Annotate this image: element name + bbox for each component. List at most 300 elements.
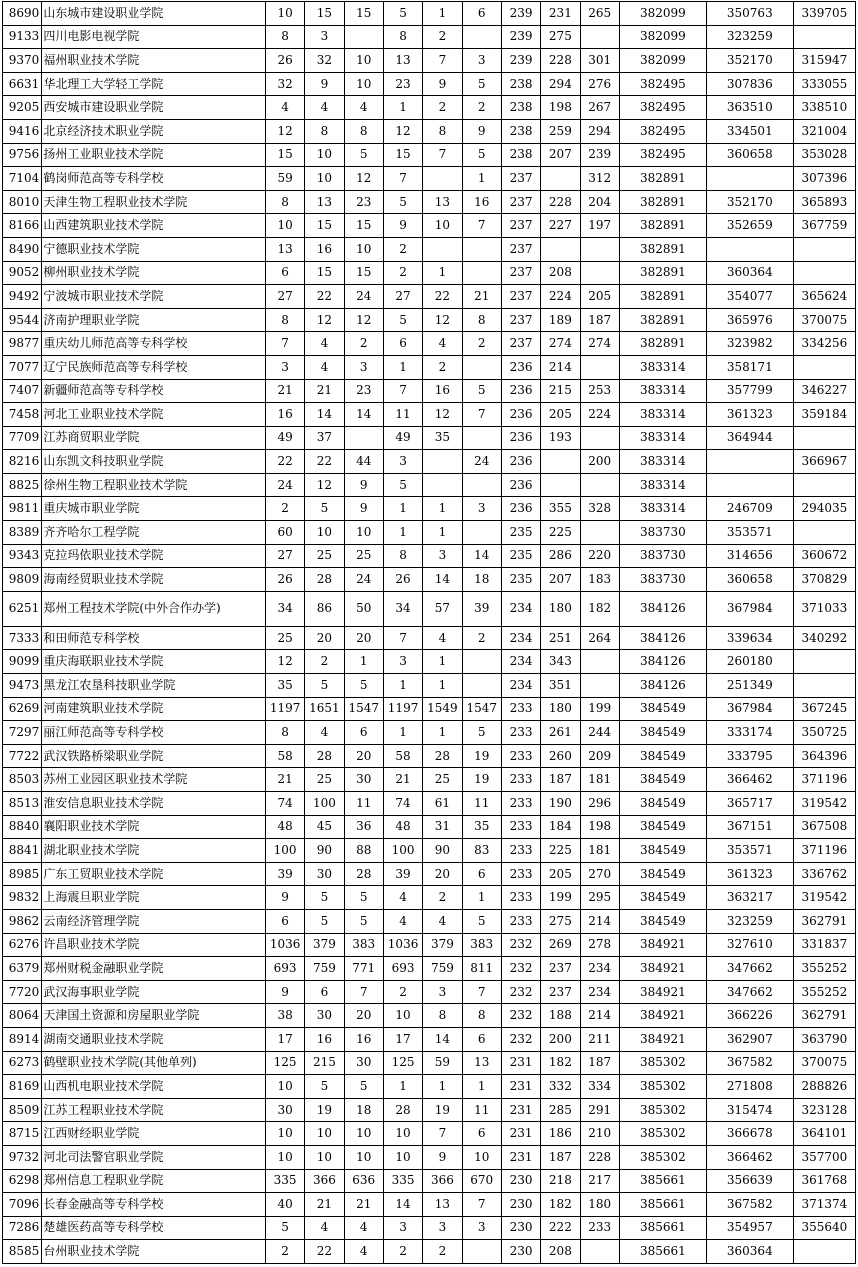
table-row bbox=[3, 285, 856, 309]
min-score-3-cell: 180 bbox=[580, 1193, 619, 1217]
min-score-3-cell: 296 bbox=[580, 792, 619, 816]
enroll-count-1-cell: 335 bbox=[383, 1169, 422, 1193]
table-row bbox=[3, 815, 856, 839]
min-score-3-cell: 187 bbox=[580, 308, 619, 332]
min-score-2-cell: 285 bbox=[541, 1098, 580, 1122]
plan-count-1-cell: 60 bbox=[265, 521, 304, 545]
table-row bbox=[3, 1004, 856, 1028]
min-score-1-cell: 237 bbox=[501, 214, 540, 238]
rank-2-cell: 251349 bbox=[706, 674, 793, 698]
rank-1-cell: 382495 bbox=[619, 119, 706, 143]
min-score-1-cell: 234 bbox=[501, 674, 540, 698]
min-score-3-cell bbox=[580, 426, 619, 450]
rank-3-cell bbox=[793, 25, 855, 49]
rank-3-cell: 370829 bbox=[793, 568, 855, 592]
enroll-count-3-cell: 5 bbox=[462, 72, 501, 96]
min-score-2-cell bbox=[541, 473, 580, 497]
school-name-cell: 江苏商贸职业学院 bbox=[42, 426, 266, 450]
enroll-count-2-cell: 2 bbox=[423, 886, 462, 910]
school-code-cell: 7096 bbox=[3, 1193, 42, 1217]
min-score-3-cell: 181 bbox=[580, 768, 619, 792]
enroll-count-2-cell: 10 bbox=[423, 214, 462, 238]
table-row bbox=[3, 674, 856, 698]
min-score-3-cell: 199 bbox=[580, 697, 619, 721]
school-name-cell: 苏州工业园区职业技术学院 bbox=[42, 768, 266, 792]
rank-2-cell: 354077 bbox=[706, 285, 793, 309]
plan-count-2-cell: 215 bbox=[305, 1051, 344, 1075]
plan-count-2-cell: 30 bbox=[305, 1004, 344, 1028]
min-score-1-cell: 238 bbox=[501, 143, 540, 167]
rank-1-cell: 384921 bbox=[619, 1004, 706, 1028]
rank-2-cell: 361323 bbox=[706, 403, 793, 427]
plan-count-1-cell: 16 bbox=[265, 403, 304, 427]
min-score-2-cell: 186 bbox=[541, 1122, 580, 1146]
table-row bbox=[3, 768, 856, 792]
plan-count-2-cell: 25 bbox=[305, 544, 344, 568]
plan-count-2-cell: 366 bbox=[305, 1169, 344, 1193]
plan-count-2-cell: 8 bbox=[305, 119, 344, 143]
plan-count-3-cell: 20 bbox=[344, 744, 383, 768]
min-score-1-cell: 236 bbox=[501, 355, 540, 379]
min-score-1-cell: 236 bbox=[501, 403, 540, 427]
enroll-count-2-cell: 7 bbox=[423, 143, 462, 167]
plan-count-1-cell: 21 bbox=[265, 379, 304, 403]
school-name-cell: 辽宁民族师范高等专科学校 bbox=[42, 355, 266, 379]
rank-1-cell: 384549 bbox=[619, 697, 706, 721]
plan-count-3-cell: 4 bbox=[344, 1240, 383, 1264]
rank-3-cell: 321004 bbox=[793, 119, 855, 143]
min-score-3-cell: 224 bbox=[580, 403, 619, 427]
school-name-cell: 台州职业技术学院 bbox=[42, 1240, 266, 1264]
plan-count-2-cell: 10 bbox=[305, 1122, 344, 1146]
plan-count-1-cell: 1036 bbox=[265, 933, 304, 957]
table-row bbox=[3, 450, 856, 474]
plan-count-2-cell: 5 bbox=[305, 497, 344, 521]
min-score-1-cell: 237 bbox=[501, 285, 540, 309]
min-score-1-cell: 233 bbox=[501, 839, 540, 863]
rank-3-cell bbox=[793, 521, 855, 545]
min-score-1-cell: 231 bbox=[501, 1098, 540, 1122]
enroll-count-3-cell: 1 bbox=[462, 1075, 501, 1099]
min-score-2-cell: 187 bbox=[541, 1145, 580, 1169]
school-name-cell: 天津国土资源和房屋职业学院 bbox=[42, 1004, 266, 1028]
plan-count-2-cell: 9 bbox=[305, 72, 344, 96]
min-score-3-cell: 182 bbox=[580, 591, 619, 626]
min-score-3-cell: 234 bbox=[580, 957, 619, 981]
rank-2-cell: 365717 bbox=[706, 792, 793, 816]
min-score-3-cell: 234 bbox=[580, 980, 619, 1004]
enroll-count-2-cell: 366 bbox=[423, 1169, 462, 1193]
table-row bbox=[3, 2, 856, 26]
enroll-count-2-cell: 1549 bbox=[423, 697, 462, 721]
enroll-count-2-cell bbox=[423, 167, 462, 191]
enroll-count-1-cell: 2 bbox=[383, 980, 422, 1004]
rank-3-cell: 288826 bbox=[793, 1075, 855, 1099]
min-score-3-cell bbox=[580, 674, 619, 698]
table-row bbox=[3, 473, 856, 497]
rank-2-cell: 360364 bbox=[706, 1240, 793, 1264]
min-score-3-cell bbox=[580, 650, 619, 674]
plan-count-2-cell: 30 bbox=[305, 862, 344, 886]
enroll-count-3-cell: 7 bbox=[462, 403, 501, 427]
school-name-cell: 山东城市建设职业学院 bbox=[42, 2, 266, 26]
school-code-cell: 6298 bbox=[3, 1169, 42, 1193]
plan-count-3-cell: 3 bbox=[344, 355, 383, 379]
enroll-count-1-cell: 39 bbox=[383, 862, 422, 886]
rank-2-cell: 307836 bbox=[706, 72, 793, 96]
min-score-3-cell: 239 bbox=[580, 143, 619, 167]
table-row bbox=[3, 862, 856, 886]
rank-3-cell: 367245 bbox=[793, 697, 855, 721]
enroll-count-1-cell: 7 bbox=[383, 626, 422, 650]
rank-1-cell: 384549 bbox=[619, 909, 706, 933]
plan-count-3-cell: 15 bbox=[344, 2, 383, 26]
school-code-cell: 8585 bbox=[3, 1240, 42, 1264]
rank-3-cell: 357700 bbox=[793, 1145, 855, 1169]
admission-data-table bbox=[2, 1, 856, 1264]
min-score-2-cell: 182 bbox=[541, 1193, 580, 1217]
school-code-cell: 6276 bbox=[3, 933, 42, 957]
table-row bbox=[3, 909, 856, 933]
enroll-count-2-cell: 1 bbox=[423, 650, 462, 674]
plan-count-3-cell: 25 bbox=[344, 544, 383, 568]
plan-count-1-cell: 4 bbox=[265, 96, 304, 120]
enroll-count-1-cell: 28 bbox=[383, 1098, 422, 1122]
plan-count-1-cell: 39 bbox=[265, 862, 304, 886]
min-score-3-cell: 183 bbox=[580, 568, 619, 592]
school-code-cell: 8010 bbox=[3, 190, 42, 214]
plan-count-2-cell: 4 bbox=[305, 721, 344, 745]
min-score-3-cell: 187 bbox=[580, 1051, 619, 1075]
plan-count-3-cell: 9 bbox=[344, 473, 383, 497]
plan-count-1-cell: 125 bbox=[265, 1051, 304, 1075]
school-code-cell: 9343 bbox=[3, 544, 42, 568]
enroll-count-1-cell: 1197 bbox=[383, 697, 422, 721]
enroll-count-3-cell: 11 bbox=[462, 792, 501, 816]
enroll-count-2-cell: 16 bbox=[423, 379, 462, 403]
plan-count-1-cell: 27 bbox=[265, 285, 304, 309]
enroll-count-1-cell: 5 bbox=[383, 2, 422, 26]
rank-3-cell: 294035 bbox=[793, 497, 855, 521]
rank-2-cell: 366462 bbox=[706, 1145, 793, 1169]
min-score-2-cell: 214 bbox=[541, 355, 580, 379]
enroll-count-2-cell: 1 bbox=[423, 261, 462, 285]
enroll-count-1-cell: 58 bbox=[383, 744, 422, 768]
rank-2-cell: 352170 bbox=[706, 190, 793, 214]
table-row bbox=[3, 426, 856, 450]
plan-count-3-cell: 23 bbox=[344, 379, 383, 403]
enroll-count-2-cell: 22 bbox=[423, 285, 462, 309]
enroll-count-2-cell: 1 bbox=[423, 721, 462, 745]
table-row bbox=[3, 167, 856, 191]
rank-1-cell: 382099 bbox=[619, 2, 706, 26]
enroll-count-2-cell: 20 bbox=[423, 862, 462, 886]
min-score-2-cell: 224 bbox=[541, 285, 580, 309]
enroll-count-3-cell: 7 bbox=[462, 980, 501, 1004]
plan-count-2-cell: 12 bbox=[305, 473, 344, 497]
rank-3-cell: 333055 bbox=[793, 72, 855, 96]
plan-count-1-cell: 26 bbox=[265, 49, 304, 73]
enroll-count-2-cell: 1 bbox=[423, 2, 462, 26]
enroll-count-2-cell: 3 bbox=[423, 1216, 462, 1240]
plan-count-1-cell: 335 bbox=[265, 1169, 304, 1193]
enroll-count-1-cell: 7 bbox=[383, 167, 422, 191]
min-score-1-cell: 230 bbox=[501, 1193, 540, 1217]
min-score-3-cell: 244 bbox=[580, 721, 619, 745]
enroll-count-2-cell: 14 bbox=[423, 1027, 462, 1051]
min-score-3-cell: 276 bbox=[580, 72, 619, 96]
plan-count-1-cell: 100 bbox=[265, 839, 304, 863]
rank-1-cell: 384126 bbox=[619, 626, 706, 650]
min-score-2-cell: 228 bbox=[541, 49, 580, 73]
school-name-cell: 湖南交通职业技术学院 bbox=[42, 1027, 266, 1051]
table-row bbox=[3, 1122, 856, 1146]
rank-1-cell: 383314 bbox=[619, 379, 706, 403]
enroll-count-1-cell: 5 bbox=[383, 308, 422, 332]
rank-1-cell: 382495 bbox=[619, 72, 706, 96]
min-score-2-cell: 200 bbox=[541, 1027, 580, 1051]
min-score-1-cell: 233 bbox=[501, 886, 540, 910]
rank-2-cell: 333795 bbox=[706, 744, 793, 768]
school-name-cell: 上海震旦职业学院 bbox=[42, 886, 266, 910]
rank-2-cell: 360658 bbox=[706, 568, 793, 592]
min-score-3-cell: 181 bbox=[580, 839, 619, 863]
rank-2-cell: 358171 bbox=[706, 355, 793, 379]
plan-count-2-cell: 759 bbox=[305, 957, 344, 981]
min-score-2-cell: 225 bbox=[541, 521, 580, 545]
min-score-2-cell: 180 bbox=[541, 697, 580, 721]
rank-1-cell: 385661 bbox=[619, 1216, 706, 1240]
rank-1-cell: 382891 bbox=[619, 167, 706, 191]
min-score-2-cell: 294 bbox=[541, 72, 580, 96]
enroll-count-1-cell: 49 bbox=[383, 426, 422, 450]
plan-count-1-cell: 10 bbox=[265, 214, 304, 238]
table-row bbox=[3, 626, 856, 650]
min-score-1-cell: 239 bbox=[501, 2, 540, 26]
enroll-count-1-cell: 48 bbox=[383, 815, 422, 839]
plan-count-3-cell: 12 bbox=[344, 167, 383, 191]
rank-2-cell: 363217 bbox=[706, 886, 793, 910]
enroll-count-2-cell: 3 bbox=[423, 544, 462, 568]
school-code-cell: 9877 bbox=[3, 332, 42, 356]
rank-2-cell bbox=[706, 450, 793, 474]
school-code-cell: 7077 bbox=[3, 355, 42, 379]
plan-count-3-cell: 14 bbox=[344, 403, 383, 427]
rank-2-cell: 357799 bbox=[706, 379, 793, 403]
table-row bbox=[3, 650, 856, 674]
school-code-cell: 7458 bbox=[3, 403, 42, 427]
plan-count-1-cell: 8 bbox=[265, 721, 304, 745]
min-score-3-cell: 328 bbox=[580, 497, 619, 521]
rank-2-cell: 347662 bbox=[706, 980, 793, 1004]
min-score-1-cell: 237 bbox=[501, 167, 540, 191]
enroll-count-1-cell: 1 bbox=[383, 355, 422, 379]
min-score-1-cell: 237 bbox=[501, 237, 540, 261]
plan-count-2-cell: 25 bbox=[305, 768, 344, 792]
school-name-cell: 襄阳职业技术学院 bbox=[42, 815, 266, 839]
enroll-count-3-cell: 5 bbox=[462, 379, 501, 403]
plan-count-1-cell: 27 bbox=[265, 544, 304, 568]
enroll-count-3-cell bbox=[462, 25, 501, 49]
enroll-count-3-cell: 3 bbox=[462, 49, 501, 73]
table-row bbox=[3, 1098, 856, 1122]
min-score-2-cell: 207 bbox=[541, 143, 580, 167]
enroll-count-2-cell bbox=[423, 237, 462, 261]
school-name-cell: 丽江师范高等专科学校 bbox=[42, 721, 266, 745]
enroll-count-2-cell: 59 bbox=[423, 1051, 462, 1075]
school-code-cell: 9473 bbox=[3, 674, 42, 698]
min-score-3-cell: 265 bbox=[580, 2, 619, 26]
rank-2-cell: 367984 bbox=[706, 697, 793, 721]
min-score-3-cell: 200 bbox=[580, 450, 619, 474]
plan-count-2-cell: 4 bbox=[305, 1216, 344, 1240]
rank-3-cell: 370075 bbox=[793, 1051, 855, 1075]
table-body bbox=[3, 2, 856, 1264]
enroll-count-2-cell: 2 bbox=[423, 1240, 462, 1264]
plan-count-1-cell: 3 bbox=[265, 355, 304, 379]
enroll-count-1-cell: 7 bbox=[383, 379, 422, 403]
min-score-1-cell: 231 bbox=[501, 1075, 540, 1099]
rank-2-cell: 315474 bbox=[706, 1098, 793, 1122]
min-score-2-cell: 180 bbox=[541, 591, 580, 626]
min-score-1-cell: 235 bbox=[501, 544, 540, 568]
plan-count-2-cell: 15 bbox=[305, 214, 344, 238]
min-score-2-cell: 208 bbox=[541, 261, 580, 285]
school-code-cell: 8509 bbox=[3, 1098, 42, 1122]
rank-2-cell: 367582 bbox=[706, 1051, 793, 1075]
school-name-cell: 山西建筑职业技术学院 bbox=[42, 214, 266, 238]
enroll-count-3-cell bbox=[462, 650, 501, 674]
rank-3-cell: 364101 bbox=[793, 1122, 855, 1146]
school-name-cell: 福州职业技术学院 bbox=[42, 49, 266, 73]
rank-2-cell: 334501 bbox=[706, 119, 793, 143]
rank-1-cell: 385661 bbox=[619, 1169, 706, 1193]
min-score-3-cell: 334 bbox=[580, 1075, 619, 1099]
min-score-3-cell bbox=[580, 355, 619, 379]
min-score-1-cell: 234 bbox=[501, 626, 540, 650]
enroll-count-3-cell: 2 bbox=[462, 626, 501, 650]
rank-3-cell: 360672 bbox=[793, 544, 855, 568]
enroll-count-3-cell: 383 bbox=[462, 933, 501, 957]
min-score-2-cell: 260 bbox=[541, 744, 580, 768]
school-code-cell: 8914 bbox=[3, 1027, 42, 1051]
enroll-count-2-cell: 4 bbox=[423, 332, 462, 356]
min-score-3-cell: 233 bbox=[580, 1216, 619, 1240]
enroll-count-3-cell bbox=[462, 261, 501, 285]
school-code-cell: 7333 bbox=[3, 626, 42, 650]
enroll-count-1-cell: 3 bbox=[383, 650, 422, 674]
rank-1-cell: 383314 bbox=[619, 473, 706, 497]
plan-count-3-cell: 24 bbox=[344, 568, 383, 592]
enroll-count-3-cell: 811 bbox=[462, 957, 501, 981]
rank-3-cell: 370075 bbox=[793, 308, 855, 332]
rank-3-cell bbox=[793, 426, 855, 450]
enroll-count-1-cell: 1 bbox=[383, 721, 422, 745]
rank-1-cell: 384549 bbox=[619, 768, 706, 792]
enroll-count-3-cell: 3 bbox=[462, 1216, 501, 1240]
min-score-1-cell: 233 bbox=[501, 744, 540, 768]
enroll-count-3-cell: 6 bbox=[462, 1122, 501, 1146]
plan-count-1-cell: 8 bbox=[265, 308, 304, 332]
enroll-count-1-cell: 11 bbox=[383, 403, 422, 427]
rank-1-cell: 384921 bbox=[619, 980, 706, 1004]
table-row bbox=[3, 886, 856, 910]
min-score-3-cell bbox=[580, 237, 619, 261]
min-score-2-cell: 190 bbox=[541, 792, 580, 816]
school-code-cell: 8216 bbox=[3, 450, 42, 474]
rank-1-cell: 382891 bbox=[619, 190, 706, 214]
school-code-cell: 6379 bbox=[3, 957, 42, 981]
rank-2-cell bbox=[706, 237, 793, 261]
rank-3-cell: 340292 bbox=[793, 626, 855, 650]
enroll-count-2-cell: 61 bbox=[423, 792, 462, 816]
plan-count-1-cell: 8 bbox=[265, 25, 304, 49]
enroll-count-2-cell: 12 bbox=[423, 308, 462, 332]
rank-3-cell bbox=[793, 261, 855, 285]
min-score-1-cell: 238 bbox=[501, 119, 540, 143]
min-score-1-cell: 233 bbox=[501, 697, 540, 721]
school-code-cell: 8064 bbox=[3, 1004, 42, 1028]
enroll-count-1-cell: 693 bbox=[383, 957, 422, 981]
plan-count-2-cell: 37 bbox=[305, 426, 344, 450]
plan-count-1-cell: 22 bbox=[265, 450, 304, 474]
school-code-cell: 7720 bbox=[3, 980, 42, 1004]
school-code-cell: 9370 bbox=[3, 49, 42, 73]
plan-count-1-cell: 9 bbox=[265, 980, 304, 1004]
min-score-2-cell: 275 bbox=[541, 25, 580, 49]
table-row bbox=[3, 744, 856, 768]
min-score-3-cell: 291 bbox=[580, 1098, 619, 1122]
table-row bbox=[3, 1169, 856, 1193]
enroll-count-3-cell: 14 bbox=[462, 544, 501, 568]
rank-1-cell: 384126 bbox=[619, 650, 706, 674]
rank-2-cell: 323259 bbox=[706, 25, 793, 49]
plan-count-3-cell: 8 bbox=[344, 119, 383, 143]
rank-2-cell: 354957 bbox=[706, 1216, 793, 1240]
rank-3-cell: 336762 bbox=[793, 862, 855, 886]
plan-count-2-cell: 15 bbox=[305, 2, 344, 26]
enroll-count-2-cell: 1 bbox=[423, 497, 462, 521]
table-row bbox=[3, 49, 856, 73]
min-score-1-cell: 234 bbox=[501, 591, 540, 626]
plan-count-3-cell: 23 bbox=[344, 190, 383, 214]
table-row bbox=[3, 355, 856, 379]
enroll-count-2-cell: 9 bbox=[423, 1145, 462, 1169]
enroll-count-3-cell: 2 bbox=[462, 96, 501, 120]
rank-2-cell: 363510 bbox=[706, 96, 793, 120]
enroll-count-1-cell: 12 bbox=[383, 119, 422, 143]
enroll-count-2-cell: 7 bbox=[423, 1122, 462, 1146]
plan-count-3-cell: 4 bbox=[344, 1216, 383, 1240]
rank-1-cell: 383730 bbox=[619, 568, 706, 592]
school-name-cell: 黑龙江农垦科技职业学院 bbox=[42, 674, 266, 698]
rank-3-cell: 363790 bbox=[793, 1027, 855, 1051]
enroll-count-2-cell bbox=[423, 450, 462, 474]
plan-count-1-cell: 48 bbox=[265, 815, 304, 839]
enroll-count-1-cell: 26 bbox=[383, 568, 422, 592]
rank-2-cell: 367984 bbox=[706, 591, 793, 626]
rank-1-cell: 382891 bbox=[619, 237, 706, 261]
plan-count-3-cell: 10 bbox=[344, 1145, 383, 1169]
plan-count-2-cell: 22 bbox=[305, 1240, 344, 1264]
plan-count-3-cell: 5 bbox=[344, 1075, 383, 1099]
plan-count-3-cell: 36 bbox=[344, 815, 383, 839]
rank-3-cell: 366967 bbox=[793, 450, 855, 474]
plan-count-2-cell: 28 bbox=[305, 744, 344, 768]
school-code-cell: 8166 bbox=[3, 214, 42, 238]
min-score-1-cell: 239 bbox=[501, 25, 540, 49]
table-row bbox=[3, 25, 856, 49]
